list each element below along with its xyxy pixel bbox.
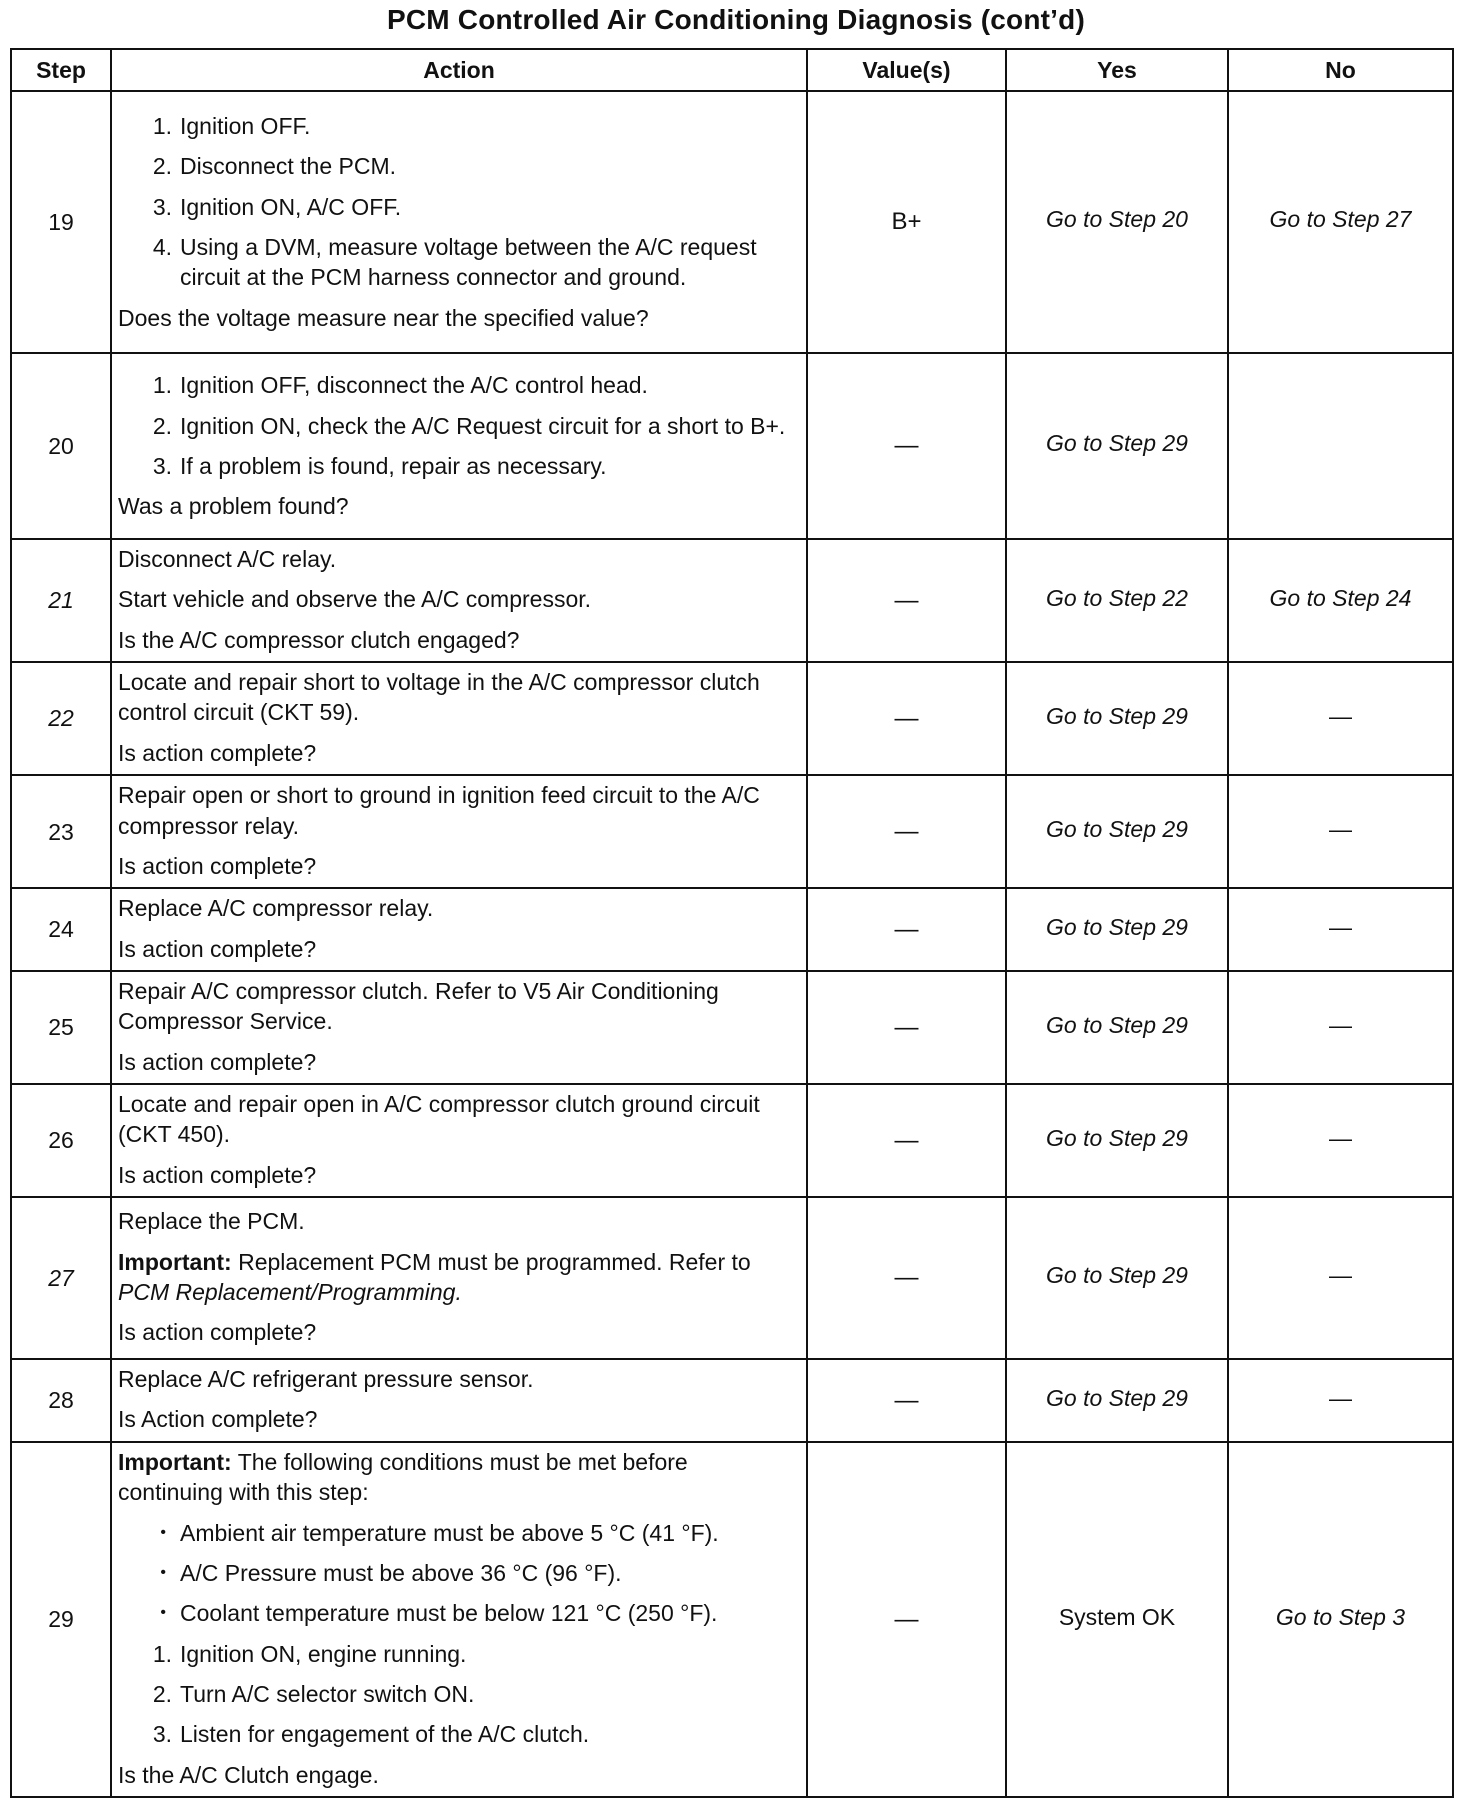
action-text: Locate and repair open in A/C compressor clutch ground circuit (CKT 450). — [118, 1091, 760, 1148]
action-question: Was a problem found? — [118, 493, 349, 520]
value-cell: — — [807, 1084, 1006, 1197]
no-cell: — — [1228, 1359, 1453, 1442]
step-number: 24 — [11, 888, 111, 971]
header-step: Step — [11, 49, 111, 91]
condition-item: • Ambient air temperature must be above 5 °C (41 °F). — [160, 1519, 719, 1546]
step-number: 26 — [11, 1084, 111, 1197]
yes-cell: System OK — [1006, 1442, 1228, 1797]
action-text: Disconnect A/C relay. — [118, 546, 337, 572]
header-yes: Yes — [1006, 49, 1228, 91]
action-item: 2. Turn A/C selector switch ON. — [152, 1680, 475, 1707]
step-26-row — [11, 1084, 1453, 1197]
action-text: Replace the PCM. — [118, 1208, 305, 1235]
step-number: 20 — [11, 353, 111, 539]
document-title: PCM Controlled Air Conditioning Diagnosis (cont’d) — [386, 4, 1085, 35]
action-item: 1. Ignition OFF, disconnect the A/C control head. — [152, 372, 648, 399]
value-cell: — — [807, 1359, 1006, 1442]
value-cell: — — [807, 353, 1006, 539]
step-21-row — [11, 539, 1453, 662]
action-question: Is the A/C compressor clutch engaged? — [118, 626, 520, 653]
action-cell — [111, 353, 807, 539]
step-28-row — [11, 1359, 1453, 1442]
action-question: Is Action complete? — [118, 1406, 318, 1433]
step-19-row — [11, 91, 1453, 353]
yes-cell: Go to Step 29 — [1006, 971, 1228, 1084]
diagnosis-table — [10, 48, 1454, 1798]
yes-cell: Go to Step 29 — [1006, 353, 1228, 539]
yes-cell: Go to Step 29 — [1006, 1197, 1228, 1359]
important-note — [118, 1247, 798, 1308]
action-cell — [111, 539, 807, 662]
step-22-row — [11, 662, 1453, 775]
value-cell: B+ — [807, 91, 1006, 353]
action-item: 2. Disconnect the PCM. — [152, 153, 397, 180]
action-question: Is action complete? — [118, 1319, 317, 1346]
step-number: 23 — [11, 775, 111, 888]
condition-item: • Coolant temperature must be below 121 °C (250 °F). — [160, 1600, 718, 1627]
yes-cell: Go to Step 22 — [1006, 539, 1228, 662]
no-cell: Go to Step 24 — [1228, 539, 1453, 662]
value-cell: — — [807, 888, 1006, 971]
action-item: 1. Ignition ON, engine running. — [152, 1640, 467, 1667]
action-item: 3. Ignition ON, A/C OFF. — [152, 193, 402, 220]
action-text: Repair open or short to ground in ignition feed circuit to the A/C compressor relay. — [118, 782, 760, 839]
no-cell: Go to Step 27 — [1228, 91, 1453, 353]
header-row — [11, 49, 1453, 91]
action-question: Is action complete? — [118, 852, 317, 879]
reference-link-text: PCM Replacement/Programming. — [118, 1279, 462, 1306]
important-text: The following conditions must be met before continuing with this step: — [118, 1448, 688, 1506]
header-value: Value(s) — [807, 49, 1006, 91]
yes-cell: Go to Step 29 — [1006, 1084, 1228, 1197]
action-item: 1. Ignition OFF. — [152, 112, 311, 139]
action-item: 3. If a problem is found, repair as necessary. — [152, 453, 607, 479]
no-cell: — — [1228, 971, 1453, 1084]
step-number: 21 — [11, 539, 111, 662]
value-cell: — — [807, 775, 1006, 888]
yes-cell: Go to Step 29 — [1006, 888, 1228, 971]
yes-cell: Go to Step 29 — [1006, 662, 1228, 775]
action-text: Replace A/C compressor relay. — [118, 895, 434, 922]
action-cell — [111, 91, 807, 353]
action-question: Does the voltage measure near the specified value? — [118, 304, 649, 331]
important-text: Replacement PCM must be programmed. Refer to — [238, 1248, 751, 1275]
no-cell: — — [1228, 775, 1453, 888]
step-number: 19 — [11, 91, 111, 353]
important-label: Important: — [118, 1248, 232, 1275]
action-text: Locate and repair short to voltage in the A/C compressor clutch control circuit (CKT 59). — [118, 669, 760, 726]
action-item: 4. Using a DVM, measure voltage between the A/C request circuit at the PCM harness connector and ground. — [152, 234, 757, 291]
header-action: Action — [111, 49, 807, 91]
action-question: Is action complete? — [118, 1048, 317, 1075]
step-27-row — [11, 1197, 1453, 1359]
action-cell — [111, 888, 807, 971]
no-cell: — — [1228, 662, 1453, 775]
action-cell — [111, 1197, 807, 1359]
action-cell — [111, 775, 807, 888]
action-cell — [111, 1359, 807, 1442]
yes-cell: Go to Step 29 — [1006, 1359, 1228, 1442]
action-cell — [111, 1084, 807, 1197]
condition-item: • A/C Pressure must be above 36 °C (96 °F). — [160, 1559, 622, 1586]
action-question: Is action complete? — [118, 1161, 317, 1188]
action-cell — [111, 662, 807, 775]
step-29-row — [11, 1442, 1453, 1797]
action-text: Repair A/C compressor clutch. Refer to V5 Air Conditioning Compressor Service. — [118, 977, 719, 1035]
step-number: 27 — [11, 1197, 111, 1359]
action-question: Is the A/C Clutch engage. — [118, 1761, 379, 1788]
value-cell: — — [807, 662, 1006, 775]
no-cell: — — [1228, 888, 1453, 971]
step-25-row — [11, 971, 1453, 1084]
action-cell — [111, 971, 807, 1084]
step-number: 22 — [11, 662, 111, 775]
step-number: 29 — [11, 1442, 111, 1797]
action-item: 2. Ignition ON, check the A/C Request circuit for a short to B+. — [152, 412, 786, 439]
no-cell: — — [1228, 1197, 1453, 1359]
action-text: Start vehicle and observe the A/C compressor. — [118, 586, 592, 613]
step-24-row — [11, 888, 1453, 971]
step-number: 25 — [11, 971, 111, 1084]
action-item: 3. Listen for engagement of the A/C clutch. — [152, 1721, 590, 1748]
step-23-row — [11, 775, 1453, 888]
no-cell — [1228, 353, 1453, 539]
step-number: 28 — [11, 1359, 111, 1442]
step-20-row — [11, 353, 1453, 539]
no-cell: — — [1228, 1084, 1453, 1197]
value-cell: — — [807, 539, 1006, 662]
yes-cell: Go to Step 29 — [1006, 775, 1228, 888]
header-no: No — [1228, 49, 1453, 91]
action-cell — [111, 1442, 807, 1797]
important-note — [118, 1447, 798, 1508]
value-cell: — — [807, 1197, 1006, 1359]
important-label: Important: — [118, 1448, 232, 1475]
action-question: Is action complete? — [118, 935, 317, 962]
action-question: Is action complete? — [118, 739, 317, 766]
yes-cell: Go to Step 20 — [1006, 91, 1228, 353]
action-text: Replace A/C refrigerant pressure sensor. — [118, 1366, 534, 1393]
no-cell: Go to Step 3 — [1228, 1442, 1453, 1797]
value-cell: — — [807, 971, 1006, 1084]
value-cell: — — [807, 1442, 1006, 1797]
